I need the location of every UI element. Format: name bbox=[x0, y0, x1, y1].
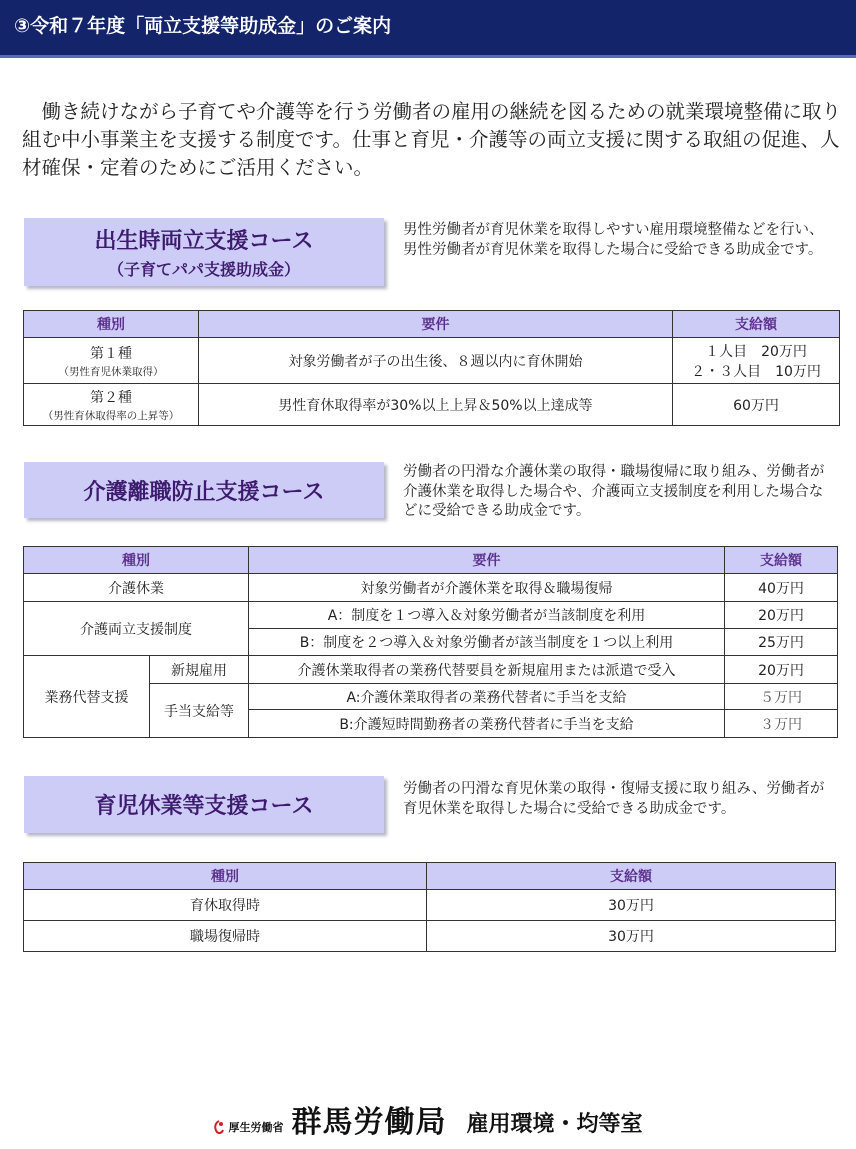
header-requirement: 要件 bbox=[249, 547, 725, 574]
table-header-row bbox=[24, 311, 840, 338]
type-cell bbox=[24, 338, 199, 384]
amount-line-2: ２・３人目 10万円 bbox=[691, 363, 821, 380]
amount-cell: 30万円 bbox=[427, 921, 836, 952]
department-name: 雇用環境・均等室 bbox=[466, 1112, 643, 1137]
requirement-cell: 男性育休取得率が30%以上上昇＆50%以上達成等 bbox=[199, 384, 673, 426]
ministry-name: 厚生労働省 bbox=[228, 1121, 284, 1134]
header-type: 種別 bbox=[24, 311, 199, 338]
requirement-cell: 介護休業取得者の業務代替要員を新規雇用または派遣で受入 bbox=[249, 656, 725, 684]
header-amount: 支給額 bbox=[427, 863, 836, 890]
requirement-cell: 対象労働者が介護休業を取得＆職場復帰 bbox=[249, 574, 725, 602]
course3-box bbox=[24, 776, 384, 833]
ministry-logo bbox=[213, 1119, 283, 1135]
amount-cell: 20万円 bbox=[725, 656, 838, 684]
type-cell bbox=[24, 384, 199, 426]
type-cell: 育休取得時 bbox=[24, 890, 427, 921]
type-cell: 業務代替支援 bbox=[24, 656, 150, 738]
type-cell: 介護両立支援制度 bbox=[24, 602, 249, 656]
table-header-row bbox=[24, 863, 836, 890]
course2-title: 介護離職防止支援コース bbox=[83, 479, 325, 505]
type-cell: 職場復帰時 bbox=[24, 921, 427, 952]
ministry-mark-icon bbox=[213, 1120, 225, 1134]
header-type: 種別 bbox=[24, 547, 249, 574]
type-note: （男性育児休業取得） bbox=[58, 365, 164, 378]
type-note: （男性育休取得率の上昇等） bbox=[42, 409, 180, 422]
type-label: 第１種 bbox=[90, 345, 132, 362]
table-header-row bbox=[24, 547, 838, 574]
amount-line-1: １人目 20万円 bbox=[705, 343, 807, 360]
course2-table bbox=[23, 546, 838, 738]
course3-description: 労働者の円滑な育児休業の取得・復帰支援に取り組み、労働者が育児休業を取得した場合に受給できる助成金です。 bbox=[403, 781, 825, 817]
requirement-cell: B：制度を２つ導入＆対象労働者が該当制度を１つ以上利用 bbox=[249, 629, 725, 656]
course3-table bbox=[23, 862, 836, 952]
type-label: 第２種 bbox=[90, 389, 132, 406]
requirement-cell: B:介護短時間勤務者の業務代替者に手当を支給 bbox=[249, 710, 725, 738]
table-row bbox=[24, 602, 838, 629]
amount-cell bbox=[673, 338, 840, 384]
amount-cell: 25万円 bbox=[725, 629, 838, 656]
page-title: ③令和７年度「両立支援等助成金」のご案内 bbox=[14, 15, 392, 37]
course1-box bbox=[24, 218, 384, 286]
intro-text: 働き続けながら子育てや介護等を行う労働者の雇用の継続を図るための就業環境整備に取り組む中小事業主を支援する制度です。仕事と育児・介護等の両立支援に関する取組の促進、人材確保・定着のためにご活用ください。 bbox=[22, 100, 842, 179]
amount-cell: 40万円 bbox=[725, 574, 838, 602]
course3-title: 育児休業等支援コース bbox=[94, 794, 314, 819]
course1-subtitle: （子育てパパ支援助成金） bbox=[107, 260, 300, 279]
table-row bbox=[24, 384, 840, 426]
course1-description: 男性労働者が育児休業を取得しやすい雇用環境整備などを行い、男性労働者が育児休業を取得した場合に受給できる助成金です。 bbox=[403, 222, 824, 258]
footer bbox=[0, 1097, 856, 1141]
table-row bbox=[24, 890, 836, 921]
course1-table bbox=[23, 310, 840, 426]
requirement-cell: A：制度を１つ導入＆対象労働者が当該制度を利用 bbox=[249, 602, 725, 629]
requirement-cell: 対象労働者が子の出生後、８週以内に育休開始 bbox=[199, 338, 673, 384]
table-row bbox=[24, 921, 836, 952]
page-header bbox=[0, 0, 856, 58]
header-amount: 支給額 bbox=[725, 547, 838, 574]
course2-description: 労働者の円滑な介護休業の取得・職場復帰に取り組み、労働者が介護休業を取得した場合や、介護両立支援制度を利用した場合などに受給できる助成金です。 bbox=[403, 464, 825, 519]
amount-cell: ３万円 bbox=[725, 710, 838, 738]
amount-cell: 60万円 bbox=[673, 384, 840, 426]
type-cell: 介護休業 bbox=[24, 574, 249, 602]
header-requirement: 要件 bbox=[199, 311, 673, 338]
header-type: 種別 bbox=[24, 863, 427, 890]
requirement-cell: A:介護休業取得者の業務代替者に手当を支給 bbox=[249, 684, 725, 710]
subtype-cell: 新規雇用 bbox=[150, 656, 249, 684]
course2-box bbox=[24, 462, 384, 518]
amount-cell: 30万円 bbox=[427, 890, 836, 921]
header-amount: 支給額 bbox=[673, 311, 840, 338]
table-row bbox=[24, 574, 838, 602]
amount-cell: 20万円 bbox=[725, 602, 838, 629]
subtype-cell: 手当支給等 bbox=[150, 684, 249, 738]
table-row bbox=[24, 656, 838, 684]
table-row bbox=[24, 338, 840, 384]
course1-title: 出生時両立支援コース bbox=[94, 229, 314, 254]
office-name: 群馬労働局 bbox=[291, 1105, 447, 1140]
amount-cell: ５万円 bbox=[725, 684, 838, 710]
